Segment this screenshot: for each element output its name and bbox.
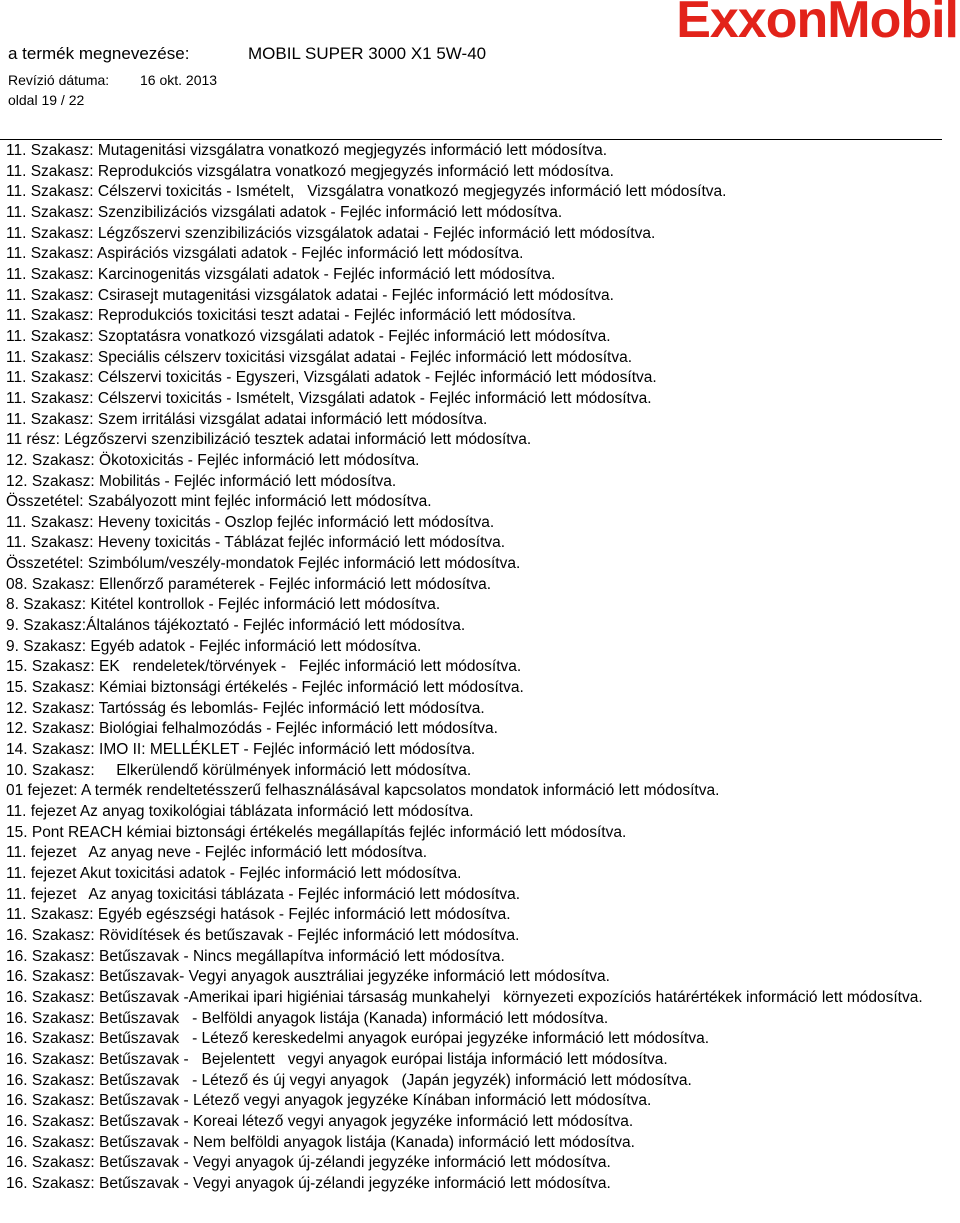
change-log-item: 16. Szakasz: Betűszavak - Koreai létező vegyi anyagok jegyzéke információ lett módosítva. [6, 1112, 634, 1130]
change-log-list [6, 141, 952, 1194]
revision-date-value: 16 okt. 2013 [140, 72, 218, 88]
change-log-item: 11. fejezet Az anyag toxikológiai táblázata információ lett módosítva. [6, 803, 474, 820]
change-log-item: 11. Szakasz: Szenzibilizációs vizsgálati adatok - Fejléc információ lett módosítva. [6, 203, 563, 221]
product-name-label: a termék megnevezése: [8, 44, 190, 63]
page-number: oldal 19 / 22 [8, 92, 85, 108]
change-log-item: 11. Szakasz: Reprodukciós toxicitási teszt adatai - Fejléc információ lett módosítva. [6, 307, 577, 325]
change-log-item: 15. Szakasz: EK rendeletek/törvények - Fejléc információ lett módosítva. [6, 658, 522, 676]
change-log-item: 11. Szakasz: Légzőszervi szenzibilizációs vizsgálatok adatai - Fejléc információ lett módosítva. [6, 224, 656, 242]
change-log-item: 16. Szakasz: Betűszavak - Létező és új vegyi anyagok (Japán jegyzék) információ lett módosítva. [6, 1071, 692, 1089]
change-log-item: 16. Szakasz: Betűszavak - Belföldi anyagok listája (Kanada) információ lett módosítva. [6, 1009, 609, 1027]
change-log-item: 11. Szakasz: Reprodukciós vizsgálatra vonatkozó megjegyzés információ lett módosítva. [6, 162, 614, 180]
change-log-item: 11. Szakasz: Szem irritálási vizsgálat adatai információ lett módosítva. [6, 410, 488, 428]
change-log-item: 11. Szakasz: Csirasejt mutagenitási vizsgálatok adatai - Fejléc információ lett módosítva. [6, 286, 614, 304]
change-log-item: 9. Szakasz:Általános tájékoztató - Fejléc információ lett módosítva. [6, 617, 466, 635]
change-log-item: 14. Szakasz: IMO II: MELLÉKLET - Fejléc információ lett módosítva. [6, 741, 476, 759]
product-name-value: MOBIL SUPER 3000 X1 5W-40 [248, 44, 487, 63]
change-log-item: 11. fejezet Akut toxicitási adatok - Fejléc információ lett módosítva. [6, 864, 462, 882]
change-log-item: 16. Szakasz: Betűszavak - Nem belföldi anyagok listája (Kanada) információ lett módosítva. [6, 1133, 635, 1151]
change-log-item: 11. Szakasz: Karcinogenitás vizsgálati adatok - Fejléc információ lett módosítva. [6, 265, 556, 283]
change-log-item: 15. Szakasz: Kémiai biztonsági értékelés - Fejléc információ lett módosítva. [6, 679, 524, 697]
change-log-item: 11. Szakasz: Mutagenitási vizsgálatra vonatkozó megjegyzés információ lett módosítva. [6, 142, 608, 159]
change-log-item: 16. Szakasz: Betűszavak - Létező kereskedelmi anyagok európai jegyzéke információ lett módosítva. [6, 1030, 710, 1048]
change-log-item: 16. Szakasz: Betűszavak - Bejelentett vegyi anyagok európai listája információ lett módosítva. [6, 1050, 668, 1068]
change-log-item: 11 rész: Légzőszervi szenzibilizáció tesztek adatai információ lett módosítva. [6, 431, 532, 449]
change-log-item: Összetétel: Szimbólum/veszély-mondatok Fejléc információ lett módosítva. [6, 555, 521, 573]
change-log-item: 16. Szakasz: Betűszavak- Vegyi anyagok ausztráliai jegyzéke információ lett módosítva. [6, 968, 610, 986]
change-log-item: 16. Szakasz: Betűszavak - Létező vegyi anyagok jegyzéke Kínában információ lett módosítva. [6, 1092, 652, 1110]
change-log-item: 16. Szakasz: Betűszavak - Vegyi anyagok új-zélandi jegyzéke információ lett módosítva. [6, 1174, 611, 1192]
change-log-item: 11. Szakasz: Célszervi toxicitás - Ismételt, Vizsgálati adatok - Fejléc információ lett módosítva. [6, 389, 652, 407]
change-log-item: 12. Szakasz: Tartósság és lebomlás- Fejléc információ lett módosítva. [6, 699, 485, 717]
revision-date-label: Revízió dátuma: [8, 72, 110, 88]
change-log-item: 15. Pont REACH kémiai biztonsági értékelés megállapítás fejléc információ lett módosítva. [6, 823, 627, 841]
change-log-item: 16. Szakasz: Betűszavak - Nincs megállapítva információ lett módosítva. [6, 947, 505, 965]
header-divider [0, 139, 942, 140]
change-log-item: 11. fejezet Az anyag toxicitási táblázata - Fejléc információ lett módosítva. [6, 885, 521, 903]
change-log-item: 11. Szakasz: Célszervi toxicitás - Egyszeri, Vizsgálati adatok - Fejléc információ lett módosítva. [6, 369, 657, 387]
change-log-item: 16. Szakasz: Betűszavak - Vegyi anyagok új-zélandi jegyzéke információ lett módosítva. [6, 1154, 611, 1172]
change-log-item: 01 fejezet: A termék rendeltetésszerű felhasználásával kapcsolatos mondatok információ lett módosítva. [6, 782, 720, 800]
change-log-item: 11. Szakasz: Egyéb egészségi hatások - Fejléc információ lett módosítva. [6, 906, 511, 924]
change-log-item: 11. Szakasz: Szoptatásra vonatkozó vizsgálati adatok - Fejléc információ lett módosítva. [6, 327, 611, 345]
change-log-item: 12. Szakasz: Biológiai felhalmozódás - Fejléc információ lett módosítva. [6, 720, 498, 738]
change-log-item: 11. fejezet Az anyag neve - Fejléc információ lett módosítva. [6, 844, 428, 862]
change-log-item: 9. Szakasz: Egyéb adatok - Fejléc információ lett módosítva. [6, 637, 422, 655]
exxonmobil-logo: ExxonMobil [676, 0, 958, 49]
change-log-item: 11. Szakasz: Speciális célszerv toxicitási vizsgálat adatai - Fejléc információ lett módosítva. [6, 348, 632, 366]
change-log-item: 12. Szakasz: Ökotoxicitás - Fejléc információ lett módosítva. [6, 451, 420, 469]
change-log-item: 12. Szakasz: Mobilitás - Fejléc információ lett módosítva. [6, 472, 397, 490]
change-log-item: 11. Szakasz: Heveny toxicitás - Táblázat fejléc információ lett módosítva. [6, 534, 506, 552]
change-log-item: 11. Szakasz: Heveny toxicitás - Oszlop fejléc információ lett módosítva. [6, 513, 495, 531]
change-log-item: Összetétel: Szabályozott mint fejléc információ lett módosítva. [6, 493, 432, 511]
change-log-item: 10. Szakasz: Elkerülendő körülmények információ lett módosítva. [6, 761, 472, 779]
product-name-row [8, 44, 487, 64]
change-log-item: 8. Szakasz: Kitétel kontrollok - Fejléc információ lett módosítva. [6, 596, 441, 614]
change-log-item: 16. Szakasz: Betűszavak -Amerikai ipari higiéniai társaság munkahelyi környezeti expozíciós határértékek információ lett módosítva. [6, 988, 923, 1006]
change-log-item: 16. Szakasz: Rövidítések és betűszavak - Fejléc információ lett módosítva. [6, 926, 520, 944]
change-log-item: 08. Szakasz: Ellenőrző paraméterek - Fejléc információ lett módosítva. [6, 575, 492, 593]
change-log-item: 11. Szakasz: Aspirációs vizsgálati adatok - Fejléc információ lett módosítva. [6, 245, 524, 263]
change-log-item: 11. Szakasz: Célszervi toxicitás - Ismételt, Vizsgálatra vonatkozó megjegyzés információ lett módosítva. [6, 183, 727, 201]
